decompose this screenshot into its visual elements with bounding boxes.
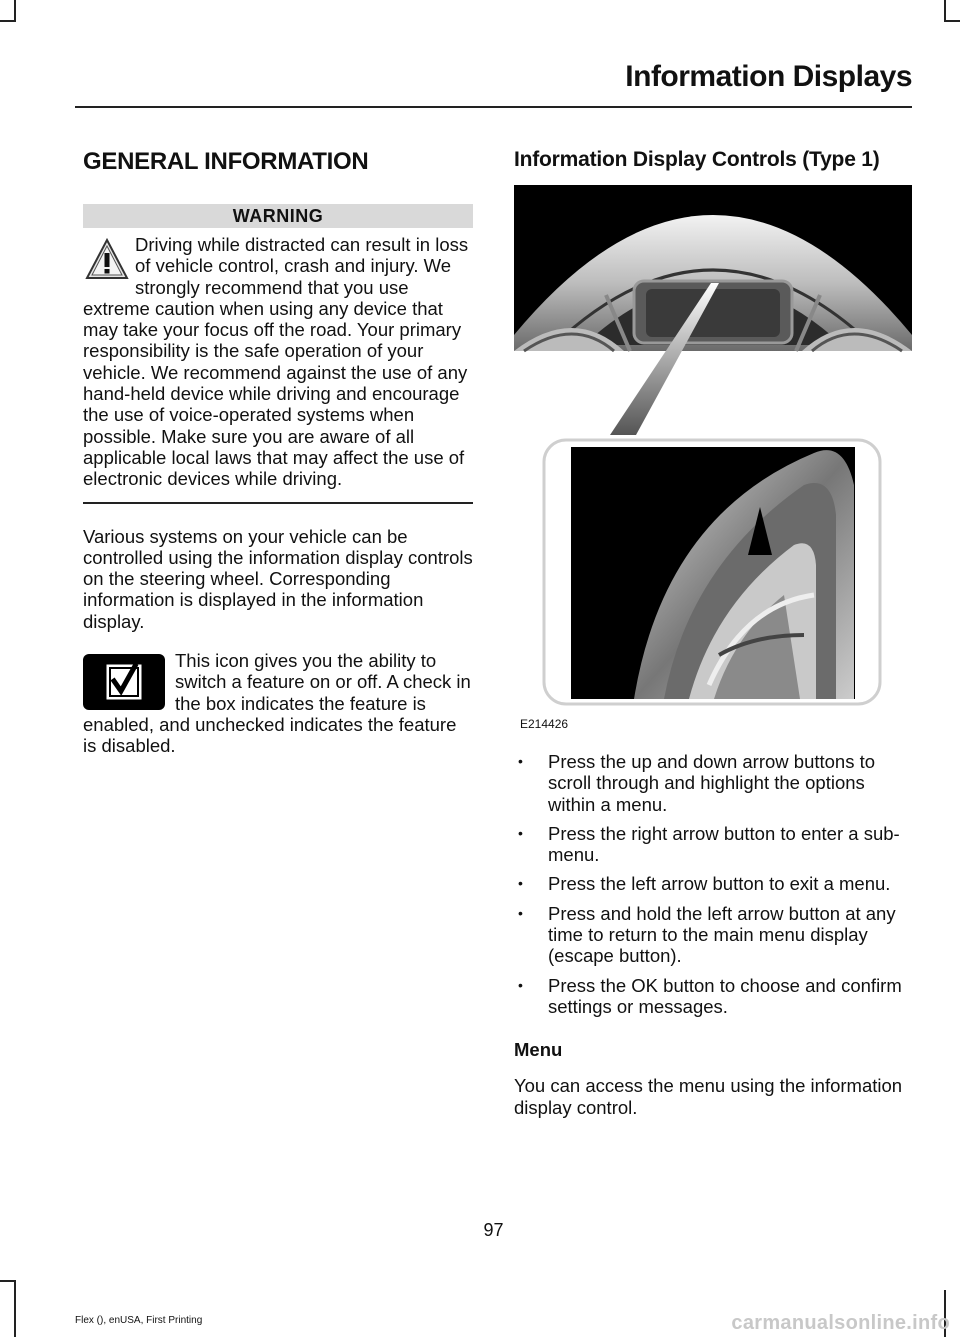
page-number: 97 bbox=[483, 1220, 504, 1240]
figure-label: E214426 bbox=[520, 717, 569, 731]
list-item: • Press the up and down arrow buttons to scroll through and highlight the options within a menu. bbox=[514, 751, 912, 815]
crop-mark-top-left bbox=[14, 0, 16, 22]
crop-mark-top-left-h bbox=[0, 20, 16, 22]
crop-mark-bottom-left bbox=[14, 1280, 16, 1337]
list-item: • Press the OK button to choose and confirm settings or messages. bbox=[514, 975, 912, 1018]
warning-text: Driving while distracted can result in loss of vehicle control, crash and injury. We strongly recommend that you use extreme caution when using any device that may take your focus off the road. Your primary responsibility is the safe operation of your vehicle. We recommend against the use of any hand-held device while driving and encourage the use of voice-operated systems when possible. Make sure you are aware of all applicable local laws that may affect the use of electronic devices while driving. bbox=[83, 234, 469, 490]
edition-footer: Flex (), enUSA, First Printing bbox=[75, 1315, 203, 1326]
warning-divider bbox=[83, 502, 473, 504]
section-title: GENERAL INFORMATION bbox=[83, 148, 369, 175]
menu-paragraph: You can access the menu using the information display control. bbox=[514, 1075, 903, 1118]
watermark: carmanualsonline.info bbox=[731, 1312, 950, 1334]
checkbox-description bbox=[83, 650, 473, 756]
checkbox-description-text: This icon gives you the ability to switch a feature on or off. A check in the box indicates the feature is enabled, and unchecked indicates the feature is disabled. bbox=[83, 650, 471, 757]
list-item: • Press the right arrow button to enter a sub-menu. bbox=[514, 823, 912, 866]
left-column bbox=[83, 140, 473, 757]
warning-body bbox=[83, 234, 473, 490]
header-divider bbox=[75, 106, 912, 108]
checkbox-checked-icon bbox=[83, 654, 165, 710]
controls-title: Information Display Controls (Type 1) bbox=[514, 148, 880, 171]
crop-mark-bottom-left-h bbox=[0, 1280, 16, 1282]
crop-mark-top-right bbox=[944, 0, 946, 22]
steering-wheel-illustration bbox=[514, 185, 912, 715]
menu-heading: Menu bbox=[514, 1039, 563, 1061]
right-column bbox=[514, 140, 912, 1118]
list-item: • Press and hold the left arrow button at any time to return to the main menu display (escape button). bbox=[514, 903, 912, 967]
intro-paragraph: Various systems on your vehicle can be controlled using the information display controls on the steering wheel. Corresponding information is displayed in the information display. bbox=[83, 525, 473, 632]
controls-list bbox=[514, 751, 912, 1017]
warning-label: WARNING bbox=[83, 204, 473, 228]
warning-triangle-icon bbox=[83, 234, 131, 284]
page-title: Information Displays bbox=[625, 60, 912, 93]
list-item: • Press the left arrow button to exit a menu. bbox=[514, 873, 912, 894]
crop-mark-top-right-h bbox=[944, 20, 960, 22]
steering-wheel-controls-figure bbox=[514, 185, 912, 735]
